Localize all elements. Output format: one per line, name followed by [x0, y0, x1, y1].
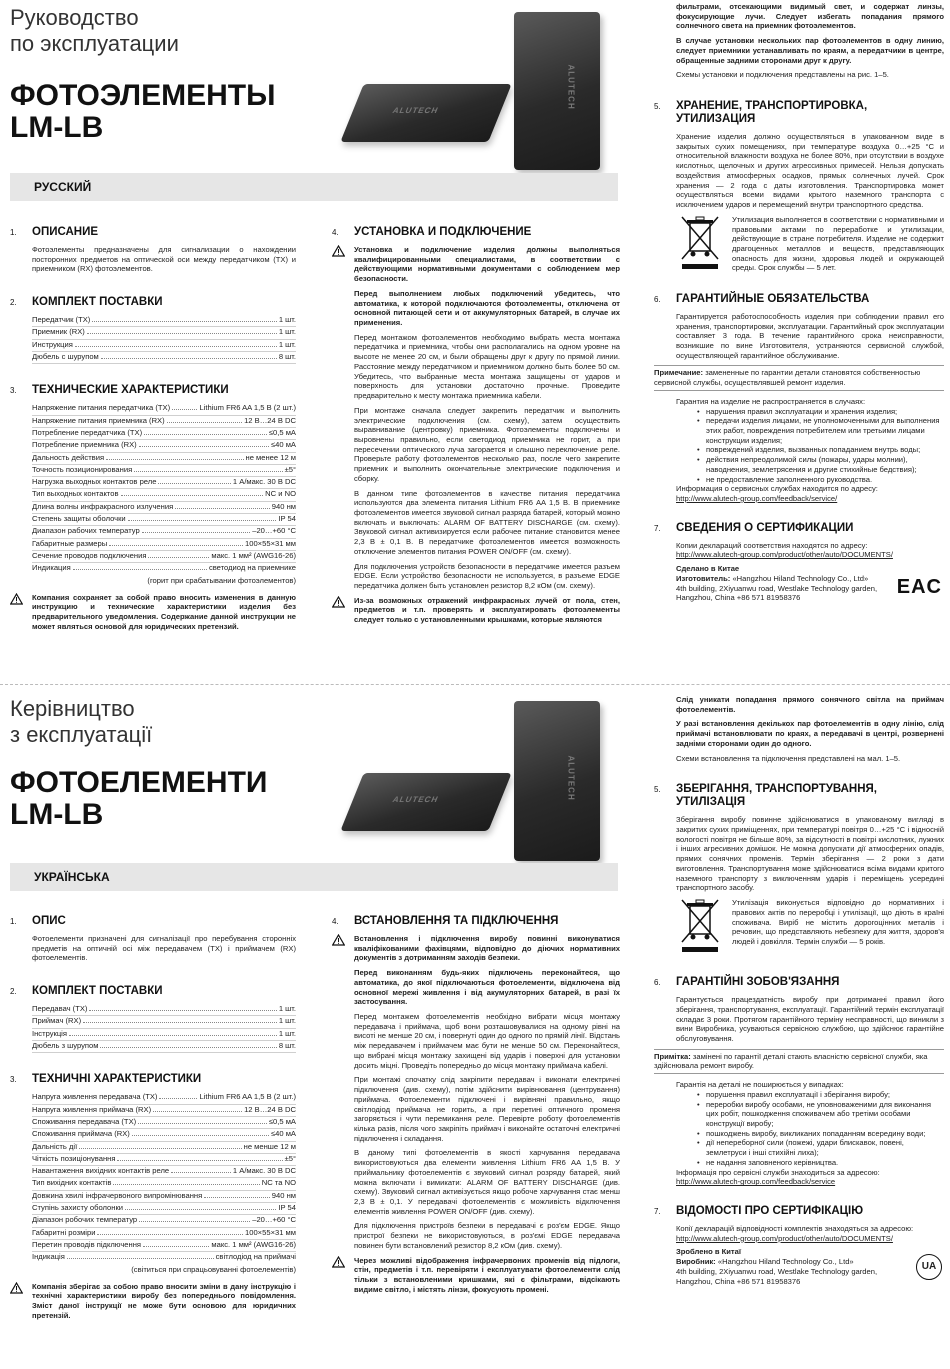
list-item: • порушення правил експлуатації і зберігання виробу;: [706, 1090, 944, 1100]
left-column: [10, 915, 296, 1367]
note-label: Примітка:: [654, 1051, 691, 1061]
maker-address-line2: Hangzhou, China +86 571 81958376: [676, 593, 801, 603]
warning-block: [10, 593, 296, 632]
ua-conformity-mark-icon: UA: [916, 1254, 942, 1280]
spec-row: Споживання передавача (TX) ≤0,5 мА: [32, 1117, 296, 1129]
spec-row: Габаритні розміри 100×55×31 мм: [32, 1228, 296, 1240]
section-storage-heading: 5. ХРАНЕНИЕ, ТРАНСПОРТИРОВКА, УТИЛИЗАЦИЯ: [654, 100, 868, 126]
spec-row: Напряжение питания приемника (RX) 12 В…24 В DC: [32, 416, 296, 428]
crossed-bin-icon: [676, 215, 732, 275]
spec-row: Потребление приемника (RX) ≤40 мА: [32, 440, 296, 452]
install-paragraph: Для підключення пристроїв безпеки в передавачі є роз'єм EDGE. Якщо пристрої безпеки не використовуються, в роз'ємі EDGE передавача повинен бути встановлений резистор 8,2 кОм (див. схему).: [354, 1221, 620, 1250]
section-warranty-heading: 6. ГАРАНТІЙНІ ЗОБОВ'ЯЗАННЯ: [654, 976, 840, 989]
spec-row: Дальность действия не менее 12 м: [32, 453, 296, 465]
service-info: Інформація про сервісні служби знаходиться за адресою:: [676, 1167, 880, 1177]
spec-row: Дальність дії не менше 12 м: [32, 1142, 296, 1154]
spec-row: Сечение проводов подключения макс. 1 мм² (AWG16-26): [32, 551, 296, 563]
package-row: Передавач (TX) 1 шт.: [32, 1004, 296, 1016]
list-item: • не предоставление заполненного руководства.: [706, 475, 944, 485]
warning-icon: [332, 245, 354, 257]
certification-block: [676, 1224, 944, 1286]
exclusions-intro: Гарантія на деталі не поширюється у випадках:: [676, 1080, 844, 1090]
section-package-heading: 2. КОМПЛЕКТ ПОСТАВКИ: [10, 296, 163, 309]
product-title-line1: ФОТОЕЛЕМЕНТИ: [10, 766, 268, 799]
note-text: замененные по гарантии детали становятся собственностью сервисной службы, осуществлявшей ремонт изделия.: [654, 368, 921, 388]
spec-row: Тип выходных контактов NC и NO: [32, 489, 296, 501]
spec-row: Навантаження вихідних контактів реле 1 А/макс. 30 В DC: [32, 1166, 296, 1178]
spec-row: Нагрузка выходных контактов реле 1 А/макс. 30 В DC: [32, 477, 296, 489]
maker-address-line1: 4th building, 2Xiyuanwu road, Westlake Technology garden,: [676, 583, 878, 593]
list-item: • нарушения правил эксплуатации и хранения изделия;: [706, 407, 944, 417]
list-item: • пошкоджень виробу, викликаних попаданням всередину води;: [706, 1129, 944, 1139]
section-warranty-heading: 6. ГАРАНТИЙНЫЕ ОБЯЗАТЕЛЬСТВА: [654, 292, 870, 305]
warning-block: [332, 1256, 620, 1295]
middle-column: [332, 915, 620, 1367]
cert-link[interactable]: http://www.alutech-group.com/product/other/auto/DOCUMENTS/: [676, 1233, 893, 1243]
warranty-exclusions: [676, 397, 944, 504]
section-certification-heading: 7. СВЕДЕНИЯ О СЕРТИФИКАЦИИ: [654, 521, 854, 534]
list-item: • передачи изделия лицами, не уполномоченными для выполнения этих работ, повреждения потребителем или третьими лицами конструкции изделия;: [706, 416, 944, 445]
recycling-text: Утилизация выполняется в соответствии с нормативными и правовыми актами по переработке и утилизации, действующие в стране потребителя. Изделие не содержит драгоценных металлов и веществ, представляющих опасность для жизни, здоровья людей и окружающей среды. Срок службы — 5 лет.: [732, 214, 944, 273]
warning-icon: [332, 1256, 354, 1268]
continued-text: Слід уникати попадання прямого сонячного світла на приймач фотоелементів.: [676, 695, 944, 714]
language-label: РУССКИЙ: [34, 180, 92, 194]
warning-block: [332, 934, 620, 963]
spec-row: Довжина хвилі інфрачервоного випромінювання 940 нм: [32, 1191, 296, 1203]
product-title-line2: LM-LB: [10, 798, 104, 831]
note-text: замінені по гарантії деталі стають власністю сервісної служби, яка здійснювала ремонт виробу.: [654, 1051, 928, 1071]
description-text: Фотоелементи призначені для сигналізації про перебування сторонніх предметів на оптичній осі між передавачем (TX) і приймачем (RX) фотоелементів.: [32, 934, 296, 963]
warning-block: [10, 1282, 296, 1321]
cert-text: Копии деклараций соответствия находятся по адресу:: [676, 540, 868, 550]
section-install-heading: 4. ВСТАНОВЛЕННЯ ТА ПІДКЛЮЧЕННЯ: [332, 915, 559, 927]
warranty-text: Гарантируется работоспособность изделия при соблюдении правил его хранения, транспортировки, эксплуатации. Гарантийный срок эксплуатации составляет 3 года. В течение гарантийного срока неисправности, возникшие по вине Изготовителя, устраняются сервисной службой, осуществляющей гарантийное обслуживание.: [676, 311, 944, 360]
recycling-text: Утилізація виконується відповідно до нормативних і правових актів по переробці і утилізації, що діють в країні споживача. Виріб не містить дорогоцінних металів і речовин, що представляють небезпеку для життя, здоров'я людей і довкілля. Термін служби — 5 років.: [732, 898, 944, 946]
scheme-text: Схемы установки и подключения представлены на рис. 1–5.: [676, 70, 889, 80]
indication-note: (горит при срабатывании фотоэлементов): [147, 575, 296, 585]
maker-label: Изготовитель:: [676, 573, 731, 583]
warning-icon: [332, 934, 354, 946]
install-paragraph: Перед монтажем фотоелементів необхідно вибрати місця монтажу передавача і приймача, щоб вони розташовувалися на одному рівні на висоті не менше 20 см, і повернуті один до одного по прямій лінії. Відстань між передавачем і приймачем має бути не менше 50 см. Переконайтеся, що вибрані місця монтажу захищені від ударів і поверхні для установки досить міцні. Проведіть попередньо до місця монтажу приймача кабелі.: [354, 1012, 620, 1070]
spec-row: Габаритные размеры 100×55×31 мм: [32, 539, 296, 551]
note-label: Примечание:: [654, 368, 704, 378]
warranty-exclusions: [676, 1080, 944, 1187]
warning-text: Установка и подключение изделия должны выполняться квалифицированными специалистами, в соответствии с действующими нормативными документами с соблюдением мер безопасности.: [354, 245, 620, 284]
language-label: УКРАЇНСЬКА: [34, 870, 110, 884]
install-paragraph: Перед монтажом фотоэлементов необходимо выбрать места монтажа передатчика и приемника, чтобы они располагались на одном уровне на высоте не менее 20 см, и были обращены друг к другу по прямой линии. Расстояние между передатчиком и приемником должно быть более 50 см. Убедитесь, что выбранные места монтажа защищены от ударов и поверхность для установки достаточно прочные. Проведите предварительно к месту монтажа приемника кабели.: [354, 332, 620, 401]
right-column: [654, 2, 944, 682]
warranty-note: [654, 365, 944, 390]
section-specs-heading: 3. ТЕХНИЧЕСКИЕ ХАРАКТЕРИСТИКИ: [10, 384, 229, 397]
product-title-line2: LM-LB: [10, 111, 104, 144]
indication-note: (світиться при спрацьовуванні фотоелементів): [131, 1264, 296, 1274]
list-item: • переробки виробу особами, не уповноваженими для виконання цих робіт, пошкодження споживачем або третіми особами конструкції виробу;: [706, 1100, 944, 1129]
cert-text: Копії декларацій відповідності комплектів знаходяться за адресою:: [676, 1224, 914, 1233]
recycling-block: [676, 898, 944, 958]
manual-heading-line1: Керівництво: [10, 696, 135, 721]
package-row: Дюбель с шурупом 8 шт.: [32, 352, 296, 364]
receiver-device-image: [340, 773, 511, 831]
warning-block: [332, 596, 620, 625]
russian-manual: [0, 0, 950, 684]
recycling-block: [676, 215, 944, 275]
spec-row: Перетин проводів підключення макс. 1 мм² (AWG16-26): [32, 1240, 296, 1252]
certification-block: [676, 541, 944, 603]
middle-column: [332, 226, 620, 682]
spec-row: Напруга живлення передавача (TX) Lithium FR6 AA 1,5 В (2 шт.): [32, 1092, 296, 1104]
section-package-heading: 2. КОМПЛЕКТ ПОСТАВКИ: [10, 985, 163, 998]
install-paragraph: При монтаже сначала следует закрепить передатчик и выполнить электрические подключения (см. схему), затем осуществить выравнивание (центровку) приемника. Фотоэлементы подключены и выровнены правильно, если светодиод приемника не горит, а при пересечении оптического луча загорается и слышно переключение реле. Проверьте работу фотоэлементов несколько раз, после чего закрепите приемник и выполнить окончательные электрические подключения и сборку.: [354, 405, 620, 483]
section-storage-heading: 5. ЗБЕРІГАННЯ, ТРАНСПОРТУВАННЯ, УТИЛІЗАЦІЯ: [654, 783, 877, 809]
package-row: Инструкция 1 шт.: [32, 340, 296, 352]
install-paragraph: Перед выполнением любых подключений убедитесь, что автоматика, к которой подключаются фотоэлементы, отключена от основной питающей сети и от аккумуляторных батарей, в случае их применения.: [354, 288, 620, 328]
spec-row: Индикация светодиод на приемнике: [32, 563, 296, 573]
spec-row: Ступінь захисту оболонки IP 54: [32, 1203, 296, 1215]
manual-heading-line1: Руководство: [10, 5, 139, 30]
device-logo: ALUTECH: [391, 795, 441, 804]
spec-row: Тип вихідних контактів NC та NO: [32, 1178, 296, 1190]
storage-text: Зберігання виробу повинне здійснюватися в упакованому вигляді в закритих сухих приміщеннях, при температурі повітря 0…+25 °С і відносній вологості повітря не більше 80%, за відсутності в повітрі кислотних, лужних і інших агресивних домішок. Не можна допускати дії атмосферних опадів, прямих сонячних променів. Термін зберігання — 2 роки з дати виготовлення. Транспортування може здійснюватися всіма видами критого наземного транспорту з виключенням ударів і переміщень усередині транспортного засобу.: [676, 815, 944, 893]
spec-row: Длина волны инфракрасного излучения 940 нм: [32, 502, 296, 514]
pairs-text: У разі встановлення декількох пар фотоелементів в одну лінію, слід приймачі встановлювати по краях, а передавачі в центрі, розвернені задніми сторонами один до одного.: [676, 719, 944, 748]
spec-row: Напруга живлення приймача (RX) 12 В…24 В DC: [32, 1105, 296, 1117]
eac-mark-icon: EAC: [896, 575, 942, 598]
install-paragraph: Для подключения устройств безопасности в передатчике имеется разъем EDGE. Если устройство безопасности не используется, в разъеме EDGE передатчика должен быть установлен резистор 8,2 кОм (см. схему).: [354, 561, 620, 590]
specs-table: [32, 403, 296, 575]
warning-block: [332, 245, 620, 284]
device-logo: ALUTECH: [391, 106, 441, 115]
section-description-heading: 1. ОПИС: [10, 915, 66, 927]
scheme-text: Схеми встановлення та підключення представлені на мал. 1–5.: [676, 753, 901, 763]
section-certification-heading: 7. ВІДОМОСТІ ПРО СЕРТИФІКАЦІЮ: [654, 1205, 864, 1217]
warning-icon: [332, 596, 354, 608]
spec-row: Індикація світлодіод на приймачі: [32, 1252, 296, 1262]
pairs-text: В случае установки нескольких пар фотоэлементов в одну линию, следует приемники устанавливать по краям, а передатчики в центре, обращенные задними сторонами друг к другу.: [676, 36, 944, 65]
package-row: Інструкція 1 шт.: [32, 1029, 296, 1041]
ukrainian-manual: [0, 684, 950, 1368]
exclusions-intro: Гарантия на изделие не распространяется в случаях:: [676, 396, 866, 406]
maker-name: «Hangzhou Hiland Technology Co., Ltd»: [732, 573, 869, 583]
install-paragraph: В данном типе фотоэлементов в качестве питания передатчика используются два элемента питания Lithium FR6 AA 1,5 В. В приемнике фотоэлементов имеется звуковой сигнал разряда батарей, который можно включать и выключать: ALARM OF BATTERY DISCHARGE (см. схему). Звуковой сигнал активизируется если рабочее питание становится менее 2,3 В ± 0,1 В. В передатчике фотоэлементов имеется возможность отключение элементов питания POWER ON/OFF (см. схему).: [354, 488, 620, 556]
service-link[interactable]: http://www.alutech-group.com/feedback/service/: [676, 494, 838, 503]
transmitter-device-image: [514, 701, 600, 861]
package-row: Дюбель з шурупом 8 шт.: [32, 1041, 296, 1053]
package-list: [32, 315, 296, 364]
warning-text: Встановлення і підключення виробу повинні виконуватися кваліфікованими фахівцями, відповідно до діючих нормативних документів з дотриманням заходів безпеки.: [354, 934, 620, 963]
warning-icon: [10, 593, 32, 605]
receiver-device-image: [340, 84, 511, 142]
left-column: [10, 226, 296, 682]
warning-text: Компанія зберігає за собою право вносити зміни в дану інструкцію і технічні характеристики виробу без попереднього повідомлення. Зміст даної інструкції не може бути основою для юридичних претензій.: [32, 1281, 296, 1320]
crossed-bin-icon: [676, 898, 732, 958]
description-text: Фотоэлементы предназначены для сигнализации о нахождении посторонних предметов на оптической оси между передатчиком (TX) и приемником (RX) фотоэлементов.: [32, 245, 296, 274]
continued-text: фильтрами, отсекающими видимый свет, и содержат линзы, фокусирующие лучи. Следует избегать попадания прямого солнечного света на приемник фотоэлементов.: [676, 2, 944, 31]
list-item: • действия непреодолимой силы (пожары, удары молнии), наводнения, землетрясения и другие стихийные бедствия);: [706, 455, 944, 474]
package-row: Передатчик (TX) 1 шт.: [32, 315, 296, 327]
warning-icon: [10, 1282, 32, 1294]
install-paragraph: Перед виконанням будь-яких підключень переконайтеся, що автоматика, до якої підключаються фотоелементи, відключена від основної мережі живлення і від акумуляторних батарей, в разі їх застосування.: [354, 968, 620, 1007]
maker-name: «Hangzhou Hiland Technology Co., Ltd»: [717, 1257, 854, 1267]
maker-address-line1: 4th building, 2Xiyuanwu road, Westlake Technology garden,: [676, 1266, 878, 1276]
product-title-line1: ФОТОЭЛЕМЕНТЫ: [10, 79, 276, 112]
package-list: [32, 1004, 296, 1053]
service-link[interactable]: http://www.alutech-group.com/feedback/service: [676, 1177, 836, 1187]
spec-row: Споживання приймача (RX) ≤40 мА: [32, 1129, 296, 1141]
package-row: Приемник (RX) 1 шт.: [32, 327, 296, 339]
spec-row: Точность позиционирования ±5°: [32, 465, 296, 477]
maker-address-line2: Hangzhou, China +86 571 81958376: [676, 1276, 801, 1286]
warning-text: Через можливі відображення інфрачервоних променів від підлоги, стін, предметів і т.п. перевіряти і експлуатувати фотоелементи слід тільки з встановленими кришками, які є фільтрами, відсікають видиме світло, і містять лінзи, фокусують промені.: [354, 1255, 620, 1294]
spec-row: Диапазон рабочих температур –20…+60 °С: [32, 526, 296, 538]
made-in: Сделано в Китае: [676, 564, 740, 574]
made-in: Зроблено в Китаї: [676, 1247, 741, 1257]
language-bar: [10, 863, 618, 891]
device-logo: ALUTECH: [566, 755, 576, 801]
storage-text: Хранение изделия должно осуществляться в упакованном виде в закрытых сухих помещениях, при температуре воздуха 0…+25 °С и относительной влажности воздуха не более 80%, при отсутствии в воздухе кислотных, щелочных и других агрессивных примесей. Нельзя допускать воздействия атмосферных осадков, прямых солнечных лучей. Срок хранения — 2 года с даты изготовления. Транспортировка может осуществляться всеми видами крытого наземного транспорта с исключением ударов и перемещений внутри транспортного средства.: [676, 132, 944, 210]
install-paragraph: При монтажі спочатку слід закріпити передавач і виконати електричні підключення (див. схему), потім здійснити вирівнювання (центрування) приймача. Фотоелементи підключені і вирівняні правильно, якщо світлодіод приймача не горить, а при перетині оптичного променя загоряється і чути перемикання реле. Перевірте роботу фотоелементів кілька разів, після чого закріпіть приймач і виконайте остаточні електричні підключення і складання.: [354, 1075, 620, 1143]
manual-heading-line2: з експлуатації: [10, 722, 153, 747]
manual-heading-line2: по эксплуатации: [10, 31, 179, 56]
list-item: • не надання заповненого керівництва.: [706, 1158, 944, 1168]
section-description-heading: 1. ОПИСАНИЕ: [10, 226, 99, 238]
warranty-text: Гарантується працездатність виробу при дотриманні правил його зберігання, транспортування, експлуатації. Гарантійний термін експлуатації складає 3 роки. Протягом гарантійного терміну несправності, що виникли з вини Виробника, усуваються сервісною службою, що здійснює гарантійне обслуговування.: [676, 995, 944, 1043]
maker-label: Виробник:: [676, 1257, 716, 1267]
spec-row: Потребление передатчика (TX) ≤0,5 мА: [32, 428, 296, 440]
language-bar: [10, 173, 618, 201]
warranty-note: [654, 1049, 944, 1074]
section-specs-heading: 3. ТЕХНИЧНІ ХАРАКТЕРИСТИКИ: [10, 1073, 202, 1086]
warning-text: Из-за возможных отражений инфракрасных лучей от пола, стен, предметов и т.п. проверять и эксплуатировать фотоэлементы следует только с установленными крышками, которые являются: [354, 595, 620, 625]
spec-row: Діапазон робочих температур –20…+60 °С: [32, 1215, 296, 1227]
package-row: Приймач (RX) 1 шт.: [32, 1016, 296, 1028]
spec-row: Чіткість позиціонування ±5°: [32, 1154, 296, 1166]
spec-row: Степень защиты оболочки IP 54: [32, 514, 296, 526]
spec-row: Напряжение питания передатчика (TX) Lithium FR6 AA 1,5 В (2 шт.): [32, 403, 296, 415]
list-item: • повреждений изделия, вызванных попаданием внутрь воды;: [706, 445, 944, 455]
specs-table: [32, 1092, 296, 1264]
device-logo: ALUTECH: [566, 64, 576, 110]
service-info: Информация о сервисных службах находится по адресу:: [676, 484, 878, 494]
right-column: [654, 695, 944, 1367]
section-install-heading: 4. УСТАНОВКА И ПОДКЛЮЧЕНИЕ: [332, 226, 532, 238]
transmitter-device-image: [514, 12, 600, 170]
list-item: • дії непереборної сили (пожежі, удари блискавок, повені, землетруси і інші стихійні лиха);: [706, 1138, 944, 1157]
install-paragraph: В даному типі фотоелементів в якості харчування передавача використовуються два елементи живлення Lithium FR6 AA 1,5 В. У приймальнику фотоелементів є звуковий сигнал розряду батарей, який можна включати і вимикати: ALARM OF BATTERY DISCHARGE (див. схему). Звуковий сигнал активізується якщо робоче харчування стає менш 2,3 В ± 0,1. У передавачі фотоелементів є можливість відключення елементів живлення POWER ON/OFF (див. схему).: [354, 1148, 620, 1216]
cert-link[interactable]: http://www.alutech-group.com/product/other/auto/DOCUMENTS/: [676, 550, 893, 560]
warning-text: Компания сохраняет за собой право вносить изменения в данную инструкцию и технические характеристики изделия без предварительного уведомления. Содержание данной инструкции не может являться основой для юридических претензий.: [32, 592, 296, 631]
